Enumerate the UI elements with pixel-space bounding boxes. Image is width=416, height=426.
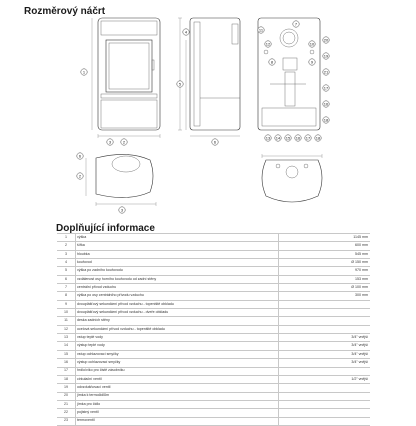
- row-description: centrální přívod vzduchu: [76, 284, 279, 292]
- callout-label: 4: [184, 29, 188, 35]
- callout-label: 19: [323, 53, 329, 59]
- row-value: [279, 309, 371, 317]
- row-value: [279, 367, 371, 375]
- table-row: [57, 325, 370, 333]
- row-number: 1: [57, 234, 76, 242]
- row-description: pojistný ventil: [76, 409, 279, 417]
- row-number: 9: [57, 300, 76, 308]
- row-value: 3/4" vnější: [279, 359, 371, 367]
- row-description: dvouplášťový sekundární přívod vzduchu - topeniště obkladu: [76, 300, 279, 308]
- callout-label: 21: [323, 69, 329, 75]
- front-view-drawing: [92, 18, 160, 138]
- row-number: 3: [57, 250, 76, 258]
- callout-label: 5: [178, 81, 182, 87]
- row-value: [279, 384, 371, 392]
- table-row: [57, 375, 370, 383]
- callout-label: 9: [310, 59, 314, 65]
- row-description: kouřovod: [76, 259, 279, 267]
- plan-view-rear-drawing: [262, 154, 322, 202]
- row-description: jímka k termočidlům: [76, 392, 279, 400]
- row-number: 15: [57, 350, 76, 358]
- table-row: [57, 234, 370, 242]
- callout-label: 20: [323, 37, 329, 43]
- row-description: vstup ochlazovací smyčky: [76, 350, 279, 358]
- row-description: výška po osy centrálního přívodu vzduchu: [76, 292, 279, 300]
- row-description: deska zadních stěny: [76, 317, 279, 325]
- table-row: [57, 334, 370, 342]
- row-description: výška po zadního kouřovodu: [76, 267, 279, 275]
- side-view-drawing: [178, 18, 240, 136]
- table-row: [57, 317, 370, 325]
- row-description: hloubka: [76, 250, 279, 258]
- row-number: 21: [57, 400, 76, 408]
- row-description: hrdlo/víko pro čistě zásobníku: [76, 367, 279, 375]
- row-value: Ø 100 mm: [279, 284, 371, 292]
- row-value: 153 mm: [279, 275, 371, 283]
- row-value: 970 mm: [279, 267, 371, 275]
- row-number: 8: [57, 292, 76, 300]
- callout-label: 2: [78, 173, 82, 179]
- row-number: 7: [57, 284, 76, 292]
- row-number: 11: [57, 317, 76, 325]
- row-value: [279, 400, 371, 408]
- row-number: 2: [57, 242, 76, 250]
- callout-label: 10: [309, 41, 315, 47]
- row-value: 545 mm: [279, 250, 371, 258]
- row-value: [279, 325, 371, 333]
- plan-view-drawing: [86, 154, 156, 206]
- callout-label: 17: [323, 85, 329, 91]
- callout-label: 15: [285, 135, 291, 141]
- row-description: termoventil: [76, 417, 279, 425]
- row-description: výstup ochlazovací smyčky: [76, 359, 279, 367]
- row-description: vzdálenost osy horního kouřovodu od zadní stěny: [76, 275, 279, 283]
- table-row: [57, 275, 370, 283]
- table-row: [57, 284, 370, 292]
- row-value: [279, 392, 371, 400]
- row-description: cirkulační ventil: [76, 375, 279, 383]
- table-row: [57, 417, 370, 425]
- row-value: 600 mm: [279, 242, 371, 250]
- callout-label: 2: [122, 139, 126, 145]
- callout-label: 16: [295, 135, 301, 141]
- row-number: 5: [57, 267, 76, 275]
- row-value: 3/4" vnější: [279, 334, 371, 342]
- row-number: 10: [57, 309, 76, 317]
- row-number: 4: [57, 259, 76, 267]
- row-number: 23: [57, 417, 76, 425]
- table-row: [57, 300, 370, 308]
- row-number: 6: [57, 275, 76, 283]
- rear-view-callouts: [258, 21, 329, 141]
- row-value: [279, 317, 371, 325]
- callout-label: 17: [305, 135, 311, 141]
- table-row: [57, 309, 370, 317]
- callout-label: 14: [275, 135, 281, 141]
- front-view-callouts: [81, 69, 127, 145]
- callout-label: 18: [315, 135, 321, 141]
- callout-label: 8: [270, 59, 274, 65]
- row-description: výška: [76, 234, 279, 242]
- row-description: odvzdušňovací ventil: [76, 384, 279, 392]
- callout-label: 18: [323, 117, 329, 123]
- callout-label: 6: [213, 139, 217, 145]
- callout-label: 13: [265, 135, 271, 141]
- row-number: 17: [57, 367, 76, 375]
- table-row: [57, 342, 370, 350]
- callout-label: 3: [108, 139, 112, 145]
- callout-label: 16: [323, 101, 329, 107]
- rear-view-drawing: [258, 18, 320, 130]
- table-row: [57, 250, 370, 258]
- row-value: Ø 150 mm: [279, 259, 371, 267]
- sketch-heading: Rozměrový náčrt: [24, 6, 106, 17]
- row-value: 1/2" vnější: [279, 375, 371, 383]
- callout-label: 1: [82, 69, 86, 75]
- row-value: 3/4" vnější: [279, 350, 371, 358]
- table-row: [57, 384, 370, 392]
- callout-label: 7: [294, 21, 298, 27]
- row-description: dvouplášťový sekundární přívod vzduchu - dveře obkladu: [76, 309, 279, 317]
- row-number: 20: [57, 392, 76, 400]
- row-value: [279, 300, 371, 308]
- row-number: 12: [57, 325, 76, 333]
- row-description: výstup teplé vody: [76, 342, 279, 350]
- table-row: [57, 292, 370, 300]
- callout-label: 12: [265, 41, 271, 47]
- row-number: 18: [57, 375, 76, 383]
- side-view-callouts: [177, 29, 218, 145]
- callout-label: 11: [258, 27, 264, 33]
- table-row: [57, 400, 370, 408]
- row-description: ocelová sekundární přívod vzduchu - topeniště obkladu: [76, 325, 279, 333]
- specs-table: [57, 233, 370, 426]
- row-description: jímka pro čidlo: [76, 400, 279, 408]
- row-number: 16: [57, 359, 76, 367]
- table-row: [57, 350, 370, 358]
- table-row: [57, 367, 370, 375]
- callout-label: 6: [78, 153, 82, 159]
- row-number: 14: [57, 342, 76, 350]
- row-number: 22: [57, 409, 76, 417]
- row-description: vstup teplé vody: [76, 334, 279, 342]
- table-row: [57, 259, 370, 267]
- table-row: [57, 359, 370, 367]
- row-description: šířka: [76, 242, 279, 250]
- row-value: 1145 mm: [279, 234, 371, 242]
- table-row: [57, 392, 370, 400]
- row-value: 3/4" vnější: [279, 342, 371, 350]
- row-number: 19: [57, 384, 76, 392]
- callout-label: 3: [120, 207, 124, 213]
- row-number: 13: [57, 334, 76, 342]
- table-row: [57, 267, 370, 275]
- info-heading: Doplňující informace: [56, 223, 155, 234]
- table-row: [57, 242, 370, 250]
- row-value: 300 mm: [279, 292, 371, 300]
- row-value: [279, 417, 371, 425]
